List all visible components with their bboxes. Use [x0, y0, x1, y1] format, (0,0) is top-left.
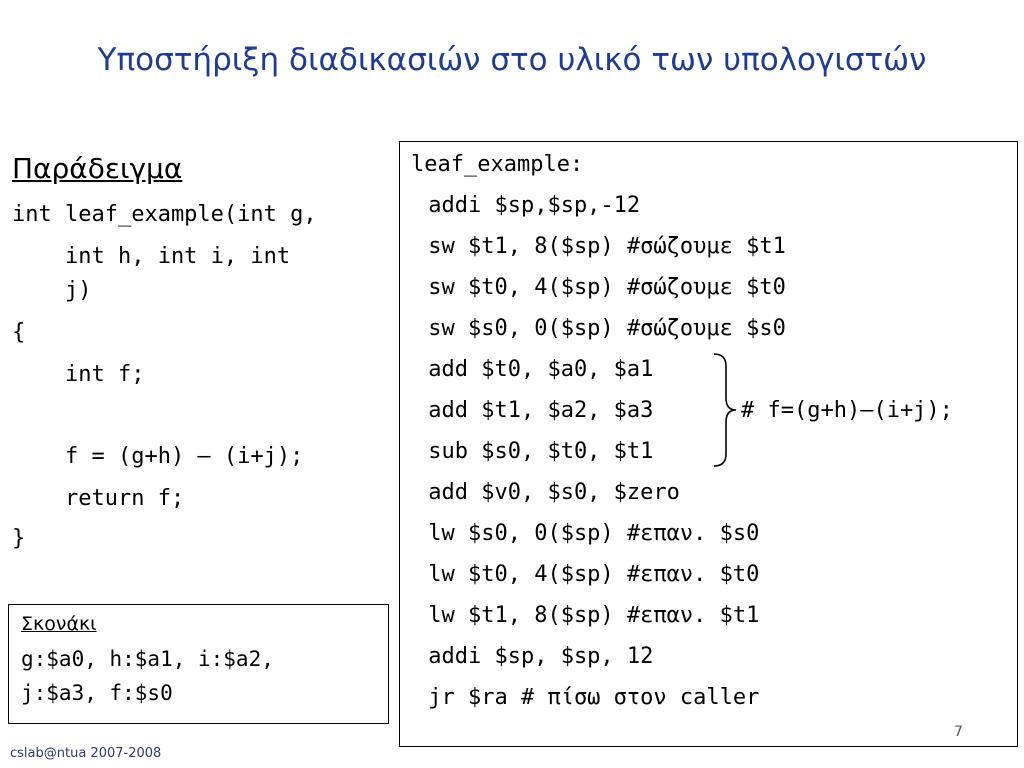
- asm-line: lw $s0, 0($sp) #επαν. $s0: [415, 521, 760, 546]
- cheat-sheet-line: g:$a0, h:$a1, i:$a2,: [21, 647, 274, 671]
- asm-line: sub $s0, $t0, $t1: [415, 439, 654, 464]
- example-heading: Παράδειγμα: [12, 152, 183, 185]
- c-code-line: f = (g+h) – (i+j);: [12, 444, 304, 469]
- asm-line: add $t0, $a0, $a1: [415, 357, 654, 382]
- cheat-sheet-box: [8, 604, 389, 724]
- c-code-line: }: [12, 526, 26, 551]
- cheat-sheet-title: Σκονάκι: [21, 613, 97, 635]
- c-code-line: int f;: [12, 362, 145, 387]
- asm-line: lw $t0, 4($sp) #επαν. $t0: [415, 562, 760, 587]
- asm-line: leaf_example:: [411, 152, 584, 177]
- asm-line: sw $s0, 0($sp) #σώζουμε $s0: [415, 316, 786, 341]
- cheat-sheet-line: j:$a3, f:$s0: [21, 681, 173, 705]
- asm-line: addi $sp,$sp,-12: [415, 193, 641, 218]
- footer-text: cslab@ntua 2007-2008: [10, 746, 162, 761]
- c-code-line: {: [12, 320, 26, 345]
- c-code-line: return f;: [12, 486, 185, 511]
- right-brace-icon: [712, 352, 742, 468]
- c-code-line: int h, int i, int: [12, 244, 291, 269]
- asm-line: addi $sp, $sp, 12: [415, 644, 654, 669]
- asm-line: add $t1, $a2, $a3: [415, 398, 654, 423]
- slide-title: Υποστήριξη διαδικασιών στο υλικό των υπολογιστών: [97, 42, 927, 78]
- asm-line: lw $t1, 8($sp) #επαν. $t1: [415, 603, 760, 628]
- asm-line: sw $t1, 8($sp) #σώζουμε $t1: [415, 234, 786, 259]
- assembly-box: [399, 141, 1018, 747]
- asm-line: sw $t0, 4($sp) #σώζουμε $t0: [415, 275, 786, 300]
- c-code-line: j): [12, 278, 92, 303]
- c-code-line: int leaf_example(int g,: [12, 202, 317, 227]
- asm-line: jr $ra # πίσω στον caller: [415, 685, 760, 710]
- asm-line: add $v0, $s0, $zero: [415, 480, 680, 505]
- page-number: 7: [954, 724, 963, 740]
- brace-comment: # f=(g+h)–(i+j);: [741, 398, 953, 423]
